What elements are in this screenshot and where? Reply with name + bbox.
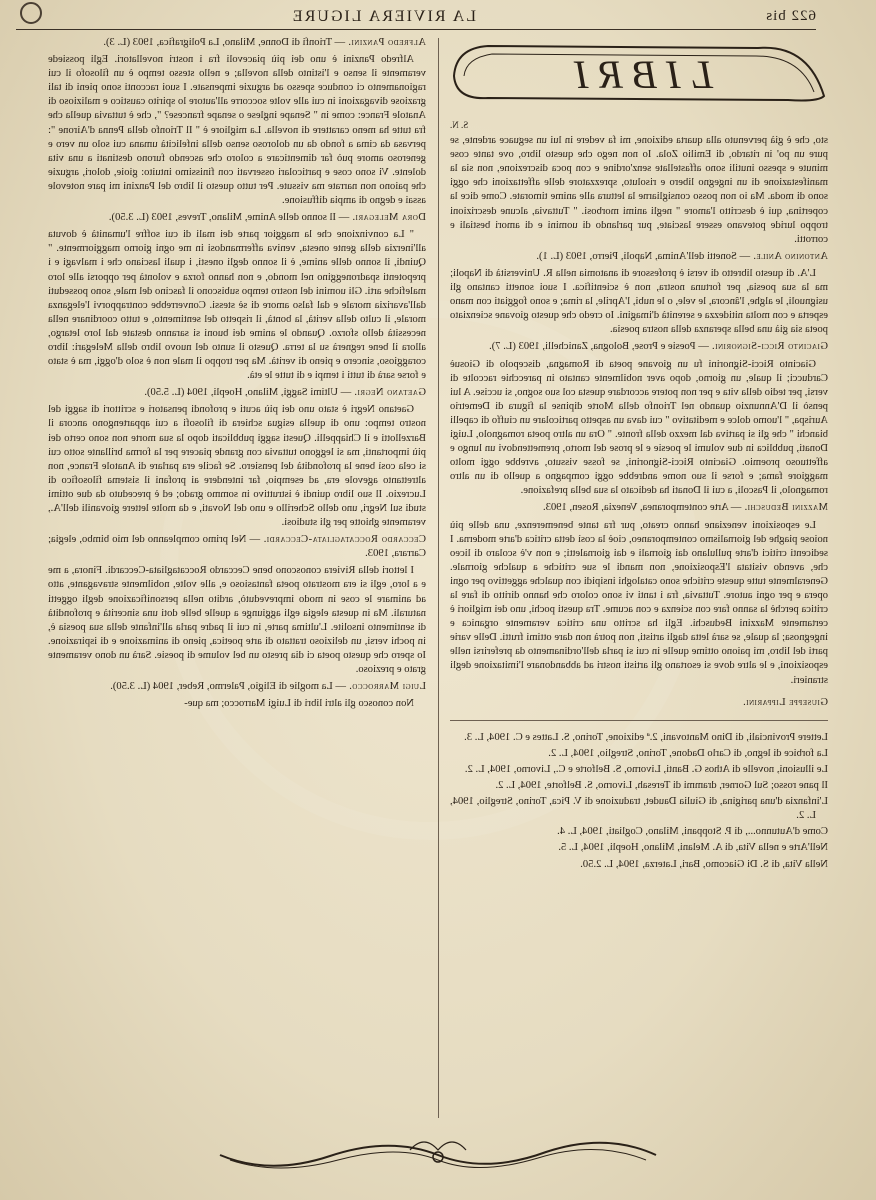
review-author: Antonino Anile. <box>752 250 828 262</box>
review-heading <box>48 36 426 50</box>
received-book-item: Nella Vita, di S. Di Giacomo, Bari, Laterza, 1904, L. 2.50. <box>580 858 828 870</box>
column-divider <box>438 38 439 1118</box>
section-rule <box>450 720 828 721</box>
received-book-item: Come d'Autunno..., di P. Stoppani, Milano, Cogliati, 1904, L. 4. <box>557 826 828 838</box>
received-book-item: Le illusioni, novelle di Athos G. Banti, Livorno, S. Belforte e C., Livorno, 1904, L. 2. <box>464 763 828 775</box>
banner-title: LIBRI <box>565 52 713 97</box>
review-author: Dora Melegari. <box>351 212 426 224</box>
page-number: 622 bis <box>765 8 816 24</box>
review-book-info: — Il sonno delle Anime, Milano, Treves, 1903 (L. 3.50). <box>108 212 352 224</box>
journal-title: LA RIVIERA LIGURE <box>290 8 476 25</box>
review-heading <box>48 386 426 400</box>
left-column-body <box>450 134 828 872</box>
review-author: Mazzini Beduschi. <box>744 502 828 514</box>
review-paragraph: Alfredo Panzini è uno dei più piacevoli fra i nostri novellatori. Egli possiede veramente il senso e l'istinto della novella; e nello stesso tempo è un filosofo il cui ragionamento ci conduce spesso ad arguzie impensate. I suoi racconti sono pieni di tali graziose divagazioni in cui alle volte soccorre all'autore lo spirito caustico e malizioso di Anatole France: come in " Senape inglese o senape francese? ", che è tuttavia quella che fra tutte ha meno carattere di novella. La migliore è " Il Trionfo della Penna d'Airone ": pervasa da cima a fondo da un doloroso senso della infelicità umana cui solo un vero e generoso amore può far dimenticare a coloro che ascendo furono destinati a una vita dolente. Vi sono cose e particolari osservati con finissimo intuito: gioie, dolori, arguzie che paiono non narrate ma vissute. Per tutto questo il libro del Panzini mi pare notevole assai e degno di ampia diffusione. <box>48 54 426 207</box>
page-header <box>16 6 816 30</box>
review-book-info: — La moglie di Eligio, Palermo, Reber, 1904 (L. 3.50). <box>110 681 349 693</box>
review-heading <box>48 680 426 694</box>
review-author: Luigi Marrocco. <box>348 681 426 693</box>
review-heading <box>48 211 426 225</box>
signature-mark: S. N. <box>450 120 469 130</box>
banner-frame-icon <box>450 36 828 108</box>
review-book-info: — Poesie e Prose, Bologna, Zanichelli, 1903 (L. 7). <box>489 341 712 353</box>
review-book-info: — Nel primo compleanno del mio bimbo, elegia; Carrara, 1903. <box>48 534 426 560</box>
review-book-info: — Sonetti dell'Anima, Napoli, Pierro, 1903 (L. 1). <box>536 250 753 262</box>
corner-ring-icon <box>20 2 42 24</box>
review-paragraph: sto, che è già pervenuto alla quarta edizione, mi fa vedere in lui un seguace ardente, se pure un po' in ritardo, di Emilio Zola. Io non nego che questo libro, ove tante cose minute e spesso inutili sono affastellate senz'ordine e con poca discrezione, non sia la manifestazione di un ingegno libero e risoluto, sprezzatore delle affettazioni che oggi sono di moda. Ma io non posso consigliarne la lettura alle anime timorate. Come dice la copertina, qui è descritto l'amore " negli animi morbosi. " Tuttavia, alcune descrizioni troppo luride potevano essere lasciate, pur parlando di uomini e di amori bestiali e corrotti. <box>450 135 828 245</box>
review-author: Gaetano Negri. <box>353 387 426 399</box>
review-paragraph: Giacinto Ricci-Signorini fu un giovane poeta di Romagna, discepolo di Giosuè Carducci; il quale, un giorno, dopo aver nobilmente cantato in parecchie raccolte di versi, per tedio della vita e per non potere accordare questa col suo sogno, si uccise. A lui pensò il D'Annunzio quando nel Trionfo della Morte dipinse la figura di Demetrio Aurispa, " l'uomo dolce e meditativo " cui dava un aspetto particolare un ciuffo di capelli bianchi " che gli si partiva dal mezzo della fronte. " Ora un altro poeta romagnolo, Luigi Donati, pubblica in due volumi le poesie e le prose del morto, premettendovi un lungo e affettuoso proemio. Giacinto Ricci-Signorini, se fosse vissuto, avrebbe oggi molto maggiore fama; e forse il suo nome andrebbe oggi compagno a quello di un altro romagnolo, il Pascoli, a cui il Donati ha dedicato la sua bella prefazione. <box>450 358 828 497</box>
review-book-info: — Arte contemporanea, Venezia, Rosen, 1903. <box>543 502 745 514</box>
libri-banner <box>450 36 828 108</box>
received-book-item: La forbice di legno, di Carlo Dadone, Torino, Streglio, 1904, L. 2. <box>548 747 828 759</box>
received-book-item: Lettere Provinciali, di Dino Mantovani, 2.ª edizione, Torino, S. Lattes e C. 1904, L. 3. <box>464 731 828 743</box>
review-book-info: — Ultimi Saggi, Milano, Hoepli, 1904 (L. 5.50). <box>144 387 354 399</box>
received-book-item: L'infanzia d'una parigina, di Giulia Daudet, traduzione di V. Pica, Torino, Streglio, 1904, L. 2. <box>450 796 828 822</box>
review-heading <box>48 533 426 561</box>
review-paragraph: I lettori della Riviera conoscono bene Ceccardo Roccatagliata-Ceccardi. Finora, a me e a loro, egli si era mostrato poeta fantasioso e, alle volte, nobilmente stravagante, atto ad animare le cose in modo imprevedutò, ardito nella personificazione degli oggetti naturali. Ma in questa elegia egli aggiunge a quelle belle doti una sincerità e profondità di sentimento insolite. L'ultima parte, in cui il padre parla all'infante della sua poesia è, in pochi versi, un delizioso trattato di arte poetica, pieno di animazione e di ispirazione. Io spero che questo poeta ci dia presto un bel volume di poesie. Sarà un dono veramente grato e prezioso. <box>48 565 426 676</box>
right-column <box>48 36 426 714</box>
review-author: Giacinto Ricci-Signorini. <box>711 341 828 353</box>
review-heading <box>450 501 828 515</box>
received-book-item: Nell'Arte e nella Vita, di A. Melani, Milano, Hoepli, 1904, L. 5. <box>558 842 828 854</box>
review-book-info: — Trionfi di Donne, Milano, La Poligrafica, 1903 (L. 3). <box>103 37 348 48</box>
right-column-body <box>48 36 426 711</box>
reviewer-signature: Giuseppe Lipparini. <box>742 696 828 708</box>
review-paragraph: Non conosco gli altri libri di Luigi Marrocco; ma que- <box>184 698 414 710</box>
review-heading <box>450 340 828 354</box>
review-author: Alfredo Panzini. <box>347 37 426 48</box>
received-book-item: Il pane rosso; Sul Gorner, drammi di Teresah, Livorno, S. Belforte, 1904, L. 2. <box>495 780 828 792</box>
left-column <box>450 36 828 874</box>
review-author: Ceccardo Roccatagliata-Ceccardi. <box>263 534 426 546</box>
review-paragraph: " La convinzione che la maggior parte dei mali di cui soffre l'umanità è dovuta all'inerzia della gente onesta, veniva affermandosi in me ogni giorno maggiormente. " Quindi, il sonno delle anime, è il sonno degli onesti, i quali lasciano che i malvagi e i prepotenti spadroneggino nel mondo, e non hanno forza e volontà per opporsi alle loro malefiche arti. Gli uomini del nostro tempo subiscono il fascino del male, sono posseduti dall'avarizia morale e dal falso amore di sè stessi. Converrebbe contrapporvi l'eleganza morale, il culto della verità, la bontà, il rispetto del sentimento, e tutto coordinare nella necessità dello sforzo. Quando le anime dei buoni si saranno destate dal loro letargo, allora il bene regnerà su la terra. Questo il sunto del nuovo libro della Melegari: libro coraggioso, sincero e pieno di verità. Ma per troppo il male non è solo d'oggi, ma è stato e forse sarà di tutti i tempi e di tutte le età. <box>48 229 426 382</box>
review-paragraph: Le esposizioni veneziane hanno creato, pur fra tante benemerenze, una delle più noiose piaghe del giornalismo contemporaneo, cioè la così detta critica d'arte moderna. I sedicenti critici d'arte pullulano dai giornali e dai giornaletti; e non v'è scolaro di liceo che, avendo visitata l'Esposizione, non mandi le sue critiche a qualche giornale. Generalmente tutte queste critiche sono cataloghi insipidi con qualche aggettivo per ogni opera e per ogni autore. Tuttavia, fra i tanti vi sono coloro che hanno diritto di fare la critica perchè la sanno fare con scienza e con acume. Tra questi pochi, uno dei migliori è certamente Mazzini Beduschi. Egli ha scritto una critica veramente organica e ingegnosa; la quale, se sarà letta dagli artisti, non potrà non dare ottimi frutti. Delle varie parti del libro, mi paiono ottime quelle in cui si parla dell'ordinamento da preferirsi nelle esposizioni, e le altre dove si esortano gli artisti nostri ad abbandonare l'imitazione degli stranieri. <box>450 519 828 686</box>
review-paragraph: L'A. di questo libretto di versi è professore di anatomia nella R. Università di Napoli; ma la sua poesia, per fortuna nostra, non è scientifica. I suoi sonetti cantano gli usignuoli, le alghe, l'âncora, le vele, o le nubi, l'Aprile, la rima; e sono foggiati con mano esperta e con molta nitidezza e serenità d'imagini. Io credo che questo giovane scienziato poeta sia già una bella speranza della nostra poesia. <box>450 267 828 336</box>
review-heading <box>450 250 828 264</box>
ornament-divider-icon <box>210 1130 666 1180</box>
review-paragraph: Gaetano Negri è stato uno dei più acuti e profondi pensatori e scrittori di saggi del nostro tempo: uno di quella esigua schiera di filosofi a cui appartengono ancora il Barzellotti e il Chiappelli. Questi saggi pubblicati dopo la sua morte non sono certo dei più importanti, ma si leggono tuttavia con grande piacere per la forma brillante sotto cui si cela così bene la profondità del pensiero. Se facile era parlare di Anatole France, non altrettanto agevole era, ad esempio, far intendere ai profani il sistema filosofico di Lucrezio. Il suo libro quindi è istruttivo in sommo grado; ed è preceduto da due ottimi studi sul Negri, uno dello Scherillo e uno del Novati, e da molte lettere giovanili dell'A., veramente ghiotte per gli studiosi. <box>48 404 426 529</box>
